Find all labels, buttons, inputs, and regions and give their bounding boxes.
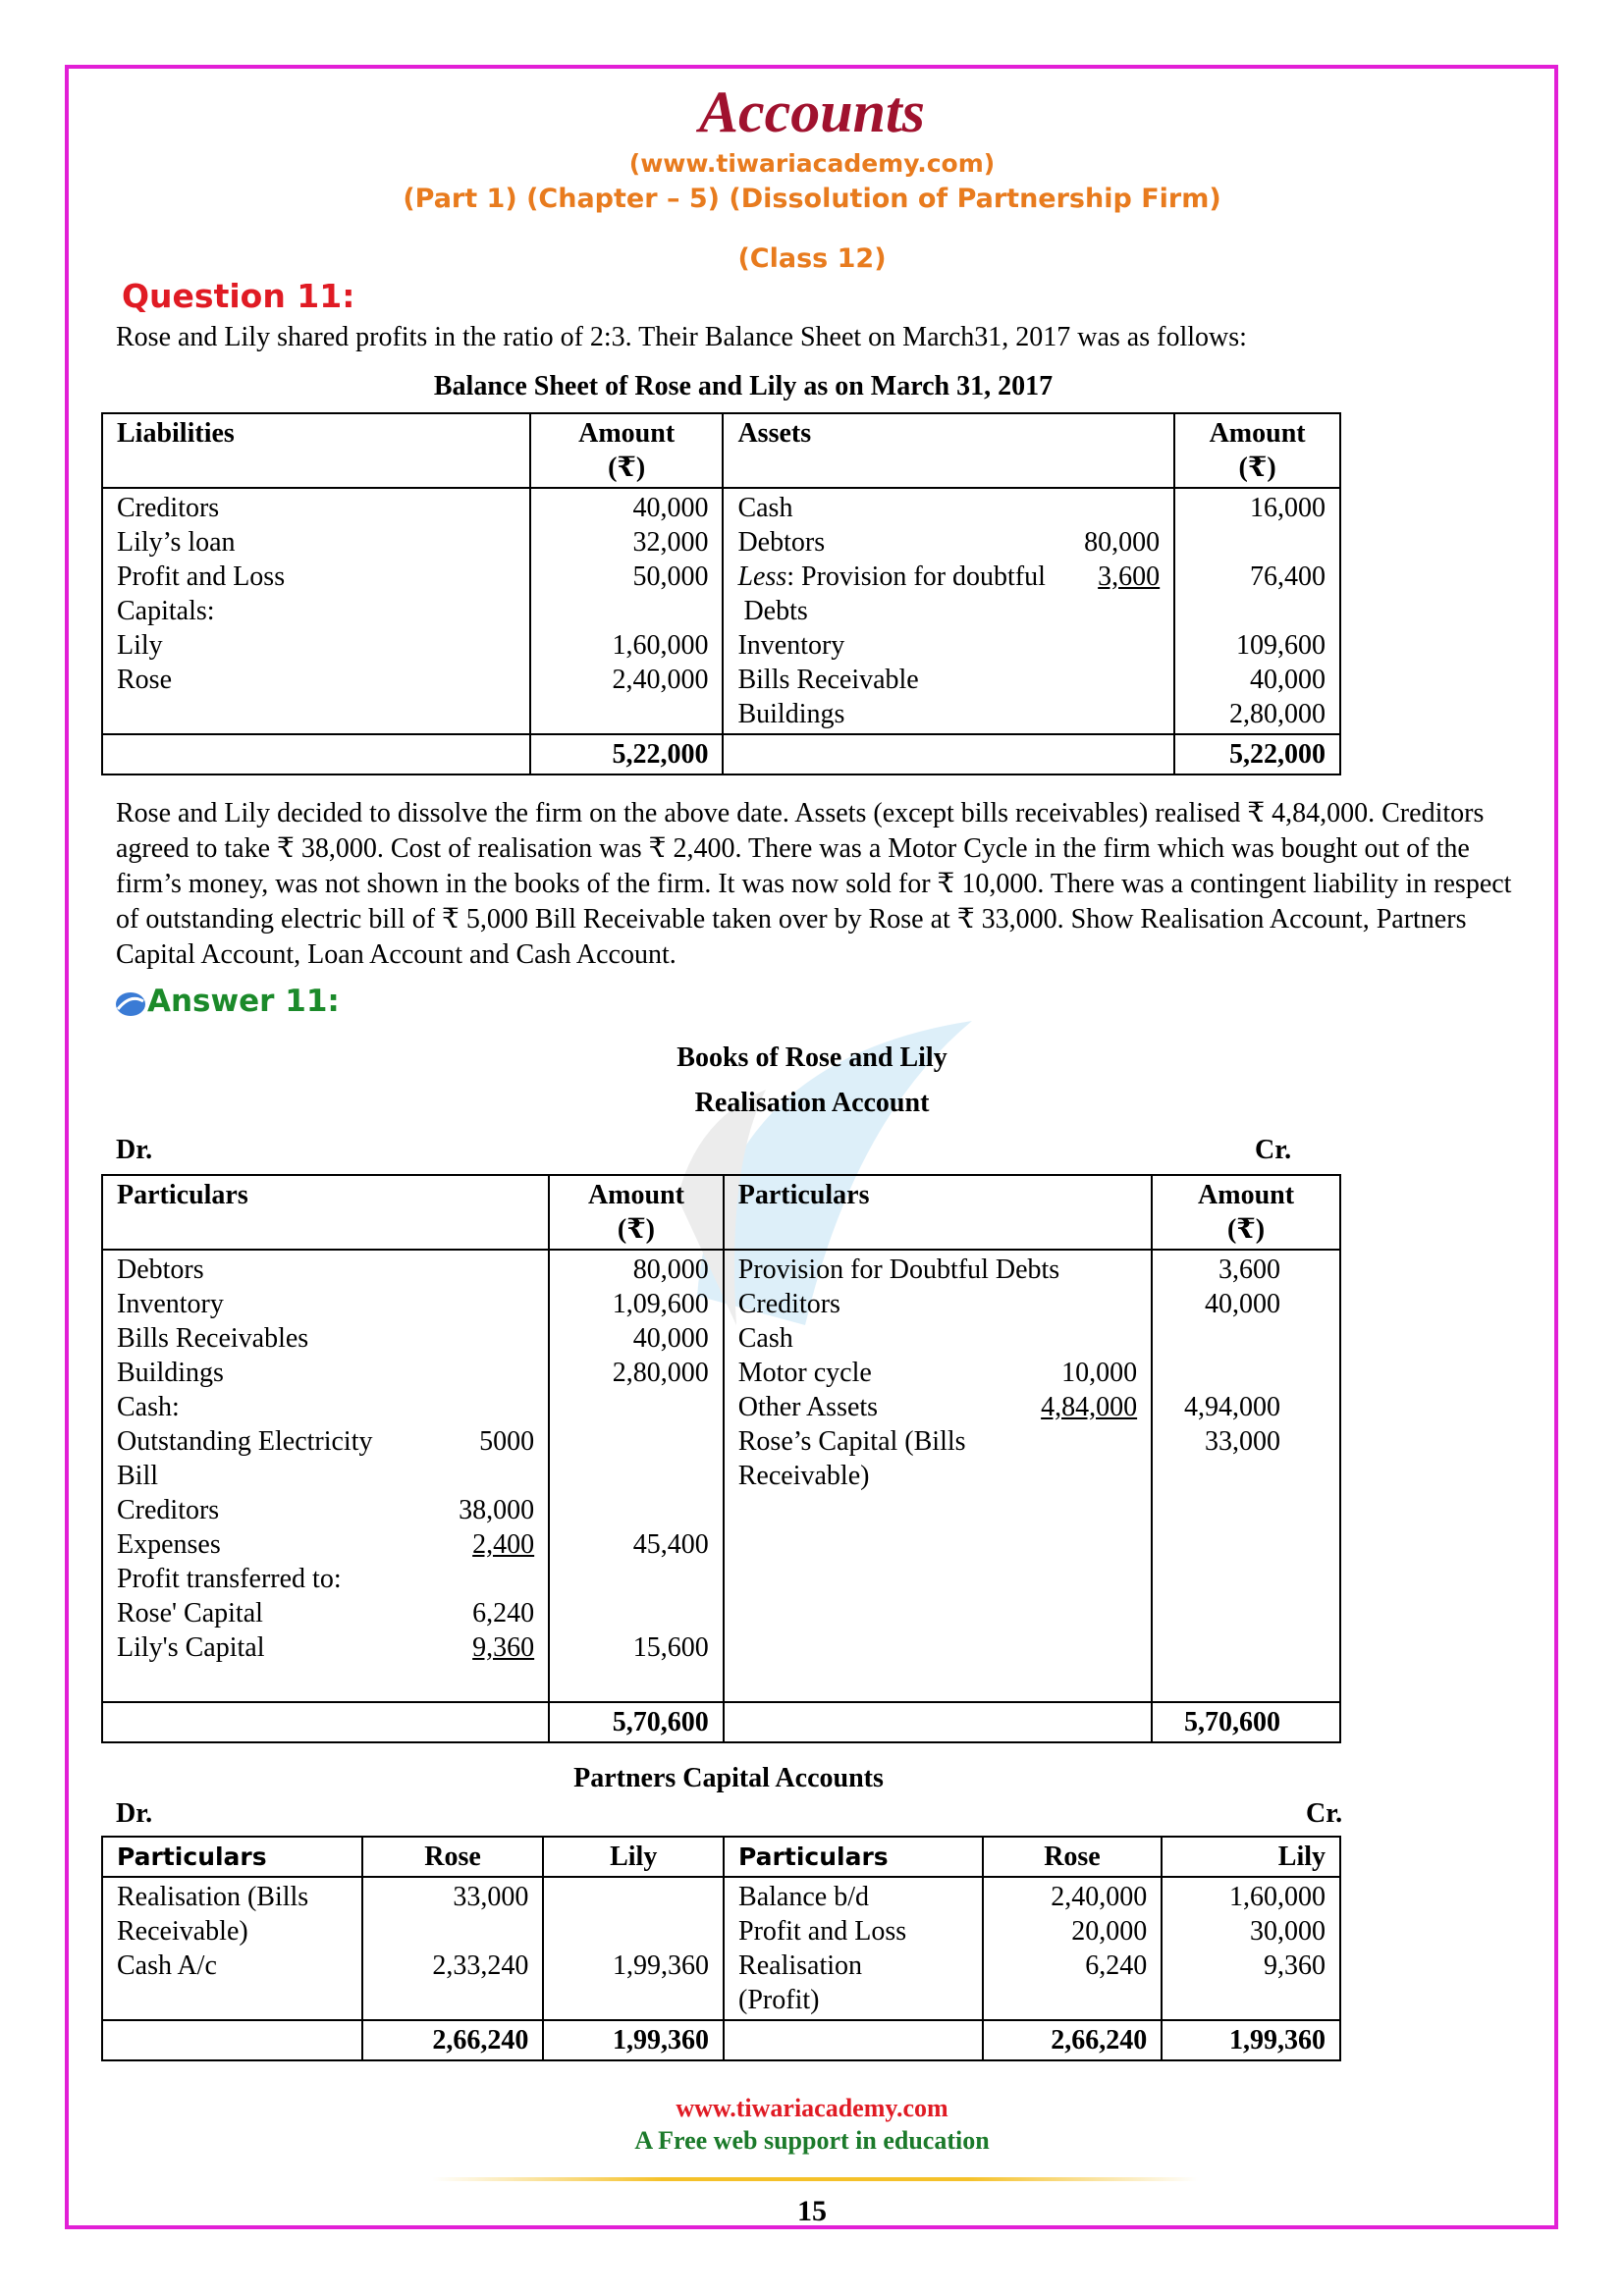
- asset-label: Buildings: [737, 699, 845, 729]
- dr-label: Dr.: [116, 1135, 153, 1165]
- total-amount: 5,22,000: [1174, 734, 1340, 774]
- asset-amount: 109,600: [1236, 630, 1326, 661]
- asset-amount: 16,000: [1250, 493, 1326, 523]
- particulars-header: Particulars: [102, 1837, 362, 1877]
- footer-tagline: A Free web support in education: [634, 2126, 990, 2155]
- assets-header: Assets: [723, 413, 1174, 488]
- balance-sheet-title: Balance Sheet of Rose and Lily as on March 31, 2017: [433, 371, 1054, 401]
- amount-header: Amount (₹): [1152, 1175, 1340, 1250]
- rose-header: Rose: [983, 1837, 1163, 1877]
- asset-amount: 76,400: [1250, 561, 1326, 592]
- answer-heading: Answer 11:: [147, 984, 340, 1019]
- realisation-total: [102, 1702, 1340, 1742]
- liability-label: Capitals:: [117, 596, 215, 626]
- cr-label: Cr.: [1255, 1135, 1292, 1165]
- particulars-header: Particulars: [724, 1837, 983, 1877]
- liability-label: Rose: [117, 665, 172, 695]
- liability-label: Profit and Loss: [117, 561, 286, 592]
- capital-credit-lily: 1,60,000 30,000 9,360: [1162, 1877, 1340, 2020]
- particulars-header: Particulars: [102, 1175, 549, 1250]
- capital-body: [102, 1877, 1340, 2020]
- realisation-debit-list: Debtors Inventory Bills Receivables Buildings Cash: Outstanding Electricity 5000 Bill Creditors 38,000 Expenses 2,400 Profit transferred to: Rose' Capital 6,240 Lily's Capital 9,360: [102, 1250, 549, 1702]
- assets-amounts: [1174, 488, 1340, 734]
- liability-amount: 40,000: [632, 493, 709, 523]
- capital-debit-list: Realisation (Bills Receivable) Cash A/c: [102, 1877, 362, 2020]
- capital-credit-rose: 2,40,000 20,000 6,240: [983, 1877, 1163, 2020]
- asset-label: Inventory: [737, 630, 845, 661]
- liability-amount: 32,000: [632, 527, 709, 558]
- website-subtitle: (www.tiwariacademy.com): [628, 149, 996, 178]
- asset-label: Bills Receivable: [737, 665, 919, 695]
- total-amount: 1,99,360: [543, 2020, 724, 2060]
- amount-header: Amount (₹): [1174, 413, 1340, 488]
- realisation-header: [102, 1175, 1340, 1250]
- page-number: 15: [797, 2195, 827, 2227]
- books-title: Books of Rose and Lily: [677, 1042, 947, 1073]
- liability-amount: 2,40,000: [612, 665, 709, 695]
- asset-amount: 2,80,000: [1229, 699, 1326, 729]
- realisation-title: Realisation Account: [694, 1088, 930, 1118]
- liabilities-list: [102, 488, 530, 734]
- chapter-subtitle: (Part 1) (Chapter – 5) (Dissolution of Partnership Firm): [403, 184, 1221, 214]
- asset-label: Cash: [737, 493, 793, 523]
- balance-sheet-table: [101, 412, 1341, 775]
- asset-label: Debts: [743, 596, 808, 626]
- capital-debit-lily: 1,99,360: [543, 1877, 724, 2020]
- liability-amount: 50,000: [632, 561, 709, 592]
- liability-label: Lily’s loan: [117, 527, 236, 558]
- realisation-body: [102, 1250, 1340, 1702]
- balance-sheet-body: [102, 488, 1340, 734]
- cr-label: Cr.: [1306, 1798, 1343, 1829]
- lily-header: Lily: [1162, 1837, 1340, 1877]
- total-amount: 1,99,360: [1162, 2020, 1340, 2060]
- realisation-credit-amounts: 3,600 40,000 4,94,000 33,000: [1152, 1250, 1340, 1702]
- question-intro: Rose and Lily shared profits in the ratio of 2:3. Their Balance Sheet on March31, 2017 was as follows:: [116, 322, 1247, 352]
- capital-debit-rose: 33,000 2,33,240: [362, 1877, 544, 2020]
- liability-amount: [545, 594, 709, 628]
- lily-header: Lily: [543, 1837, 724, 1877]
- total-amount: 5,70,600: [1152, 1702, 1340, 1742]
- answer-logo-icon: [114, 989, 147, 1024]
- asset-provision: Less: Provision for doubtful 3,600: [737, 561, 1161, 592]
- liability-amount: 1,60,000: [612, 630, 709, 661]
- realisation-table: [101, 1174, 1341, 1743]
- dr-label: Dr.: [116, 1798, 153, 1829]
- asset-debtors: Debtors 80,000: [737, 527, 1161, 558]
- capital-credit-list: Balance b/d Profit and Loss Realisation (Profit): [724, 1877, 983, 2020]
- footer-url[interactable]: www.tiwariacademy.com: [676, 2094, 948, 2122]
- total-amount: 2,66,240: [983, 2020, 1163, 2060]
- liabilities-amounts: [530, 488, 724, 734]
- balance-sheet-header: [102, 413, 1340, 488]
- amount-header: Amount (₹): [549, 1175, 724, 1250]
- footer-divider: [432, 2177, 1198, 2181]
- capital-title: Partners Capital Accounts: [573, 1763, 884, 1793]
- capital-table: [101, 1836, 1341, 2061]
- question-details: Rose and Lily decided to dissolve the firm on the above date. Assets (except bills receivables) realised ₹ 4,84,000. Creditors agreed to take ₹ 38,000. Cost of realisation was ₹ 2,400. There was a Motor Cycle in the firm which was bought out of the firm’s money, was not shown in the books of the firm. It was now sold for ₹ 10,000. There was a contingent liability in respect of outstanding electric bill of ₹ 5,000 Bill Receivable taken over by Rose at ₹ 33,000. Show Realisation Account, Partners Capital Account, Loan Account and Cash Account.: [116, 798, 1512, 970]
- liability-label: Creditors: [117, 493, 220, 523]
- question-heading: Question 11:: [122, 277, 355, 315]
- realisation-debit-amounts: 80,000 1,09,600 40,000 2,80,000 45,400 15,600: [549, 1250, 724, 1702]
- capital-total: [102, 2020, 1340, 2060]
- particulars-header: Particulars: [724, 1175, 1152, 1250]
- amount-header: Amount (₹): [530, 413, 724, 488]
- realisation-credit-list: Provision for Doubtful Debts Creditors Cash Motor cycle 10,000 Other Assets 4,84,000 Rose’s Capital (Bills Receivable): [724, 1250, 1152, 1702]
- total-amount: 5,70,600: [549, 1702, 724, 1742]
- class-subtitle: (Class 12): [737, 243, 887, 274]
- liability-label: Lily: [117, 630, 163, 661]
- assets-list: [723, 488, 1174, 734]
- liabilities-header: Liabilities: [102, 413, 530, 488]
- page-title: Accounts: [698, 80, 926, 144]
- total-amount: 5,22,000: [530, 734, 724, 774]
- asset-amount: 40,000: [1250, 665, 1326, 695]
- total-amount: 2,66,240: [362, 2020, 544, 2060]
- balance-sheet-total: [102, 734, 1340, 774]
- rose-header: Rose: [362, 1837, 544, 1877]
- capital-header: [102, 1837, 1340, 1877]
